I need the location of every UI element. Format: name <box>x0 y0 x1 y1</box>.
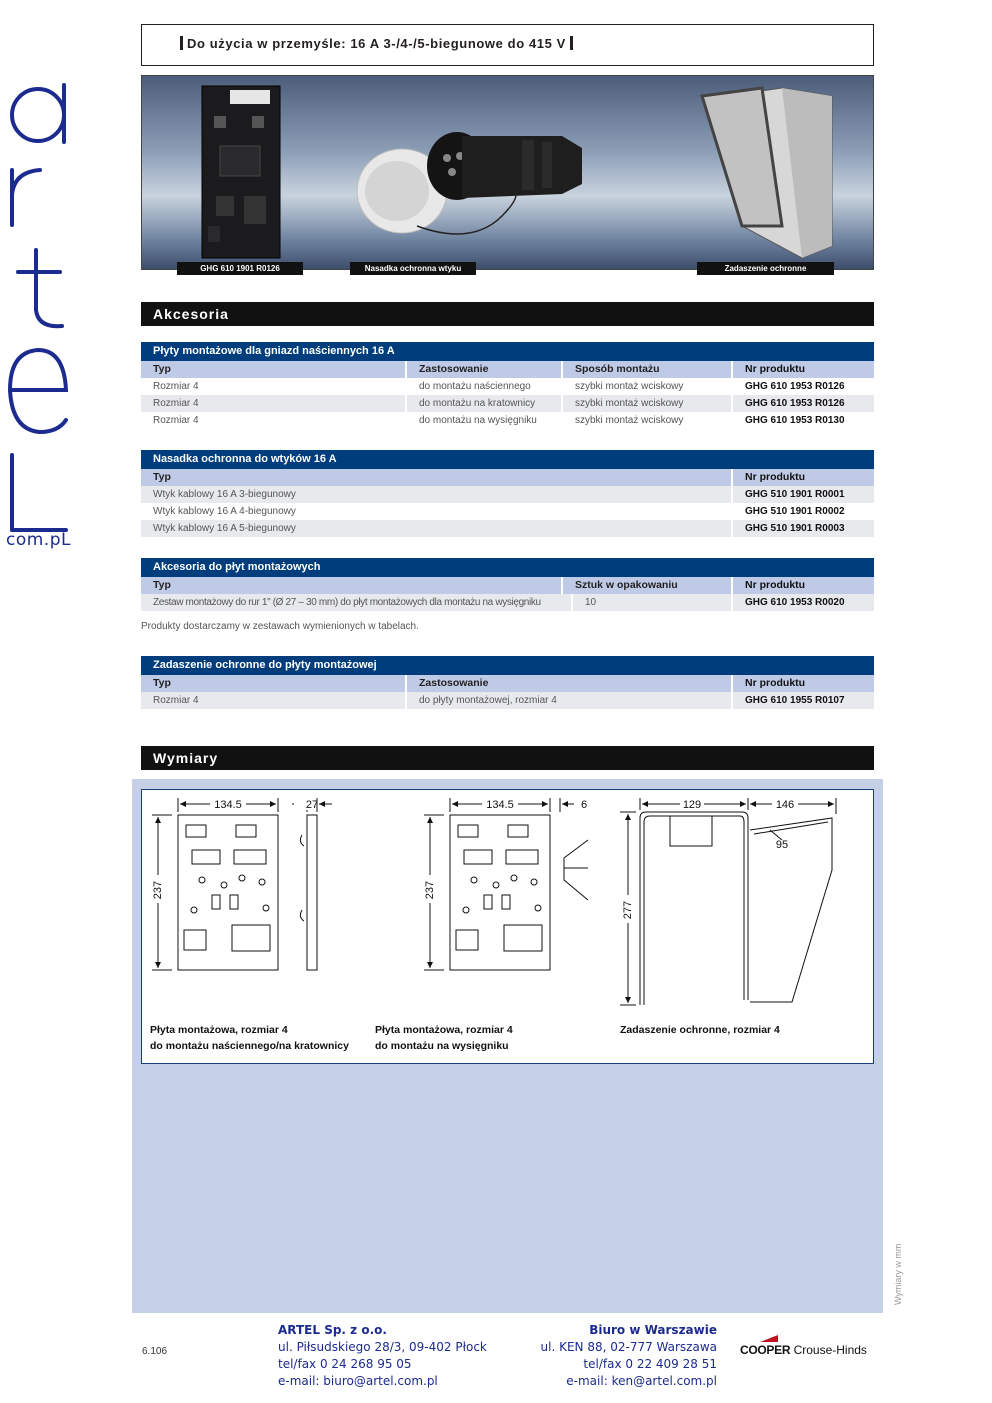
photo-label-roof: Zadaszenie ochronne <box>697 262 834 275</box>
caption-plate-wall <box>150 1022 349 1054</box>
table-title: Nasadka ochronna do wtyków 16 A <box>141 450 874 469</box>
cell: GHG 510 1901 R0002 <box>745 506 845 517</box>
cell: GHG 510 1901 R0001 <box>745 489 845 500</box>
cell: Wtyk kablowy 16 A 3-biegunowy <box>141 486 733 503</box>
table-plate-accessories <box>141 558 874 611</box>
table-row <box>141 503 874 520</box>
table-protective-roof <box>141 656 874 709</box>
cell: Wtyk kablowy 16 A 5-biegunowy <box>141 520 733 537</box>
cell: do montażu na kratownicy <box>407 395 563 412</box>
col-header: Zastosowanie <box>407 361 563 378</box>
cell: GHG 610 1955 R0107 <box>745 695 845 706</box>
caption-line: do montażu na wysięgniku <box>375 1040 509 1052</box>
section-accessories: Akcesoria <box>141 302 874 326</box>
photo-label-plate: GHG 610 1901 R0126 <box>177 262 303 275</box>
cell: szybki montaż wciskowy <box>563 395 733 412</box>
table-row <box>141 692 874 709</box>
footer-office <box>500 1322 717 1390</box>
company-name: ARTEL Sp. z o.o. <box>278 1323 387 1337</box>
cell: do montażu naściennego <box>407 378 563 395</box>
table-header <box>141 577 874 594</box>
page-title: Do użycia w przemyśle: 16 A 3-/4-/5-biegunowe do 415 V <box>187 36 566 51</box>
cell: GHG 610 1953 R0130 <box>745 415 845 426</box>
col-header: Nr produktu <box>745 363 806 375</box>
table-row <box>141 395 874 412</box>
table-title: Zadaszenie ochronne do płyty montażowej <box>141 656 874 675</box>
cooper-logo <box>740 1343 867 1357</box>
col-header: Typ <box>141 469 733 486</box>
office-address: ul. KEN 88, 02-777 Warszawa <box>540 1340 717 1354</box>
cell: Rozmiar 4 <box>141 395 407 412</box>
table-header <box>141 361 874 378</box>
table-row <box>141 520 874 537</box>
table-plug-caps <box>141 450 874 537</box>
protective-roof-image <box>702 88 832 258</box>
cell: Wtyk kablowy 16 A 4-biegunowy <box>141 503 733 520</box>
cell: szybki montaż wciskowy <box>563 412 733 429</box>
company-address: ul. Piłsudskiego 28/3, 09-402 Płock <box>278 1340 487 1354</box>
table-row <box>141 594 874 611</box>
table-row <box>141 486 874 503</box>
company-email[interactable]: e-mail: biuro@artel.com.pl <box>278 1374 438 1388</box>
drawing-protective-roof <box>620 798 836 1005</box>
dim-3-width: 129 <box>682 799 702 811</box>
cell: do montażu na wysięgniku <box>407 412 563 429</box>
cell: Rozmiar 4 <box>141 692 407 709</box>
company-phone: tel/fax 0 24 268 95 05 <box>278 1357 412 1371</box>
dim-1-depth: 27 <box>305 799 319 811</box>
col-header: Nr produktu <box>745 677 806 689</box>
dim-3-small: 95 <box>775 839 789 851</box>
cell: 10 <box>573 594 733 611</box>
table-title: Płyty montażowe dla gniazd naściennych 16 A <box>141 342 874 361</box>
dim-1-width: 134.5 <box>214 799 242 811</box>
plug-image <box>417 132 582 234</box>
col-header: Sztuk w opakowaniu <box>563 577 733 594</box>
cell: Rozmiar 4 <box>141 378 407 395</box>
col-header: Typ <box>141 577 563 594</box>
dim-2-width: 134.5 <box>486 799 514 811</box>
cell: szybki montaż wciskowy <box>563 378 733 395</box>
drawing-plate-boom <box>424 798 588 970</box>
caption-line: Płyta montażowa, rozmiar 4 <box>375 1024 513 1036</box>
cooper-mark-icon <box>758 1333 780 1343</box>
cell: Zestaw montażowy do rur 1" (Ø 27 – 30 mm) do płyt montażowych dla montażu na wysięgniku <box>141 594 573 611</box>
dim-3-depth: 146 <box>775 799 795 811</box>
table-row <box>141 378 874 395</box>
office-name: Biuro w Warszawie <box>589 1323 717 1337</box>
artel-logo <box>0 60 80 560</box>
col-header: Zastosowanie <box>407 675 733 692</box>
table-mounting-plates <box>141 342 874 429</box>
col-header: Nr produktu <box>745 579 806 591</box>
dim-2-depth: 6 <box>580 799 588 811</box>
page-header <box>141 24 874 66</box>
caption-roof <box>620 1022 780 1038</box>
section-dimensions: Wymiary <box>141 746 874 770</box>
page-number: 6.106 <box>142 1346 168 1357</box>
note-text: Produkty dostarczamy w zestawach wymienionych w tabelach. <box>141 621 419 632</box>
drawing-plate-wall <box>152 798 332 970</box>
caption-line: do montażu naściennego/na kratownicy <box>150 1040 349 1052</box>
cell: GHG 610 1953 R0126 <box>745 381 845 392</box>
office-phone: tel/fax 0 22 409 28 51 <box>583 1357 717 1371</box>
mounting-plate-image <box>202 86 280 258</box>
col-header: Nr produktu <box>745 471 806 483</box>
cell: GHG 610 1953 R0020 <box>745 597 845 608</box>
table-title: Akcesoria do płyt montażowych <box>141 558 874 577</box>
caption-line: Zadaszenie ochronne, rozmiar 4 <box>620 1024 780 1036</box>
office-email[interactable]: e-mail: ken@artel.com.pl <box>566 1374 717 1388</box>
dim-2-height: 237 <box>424 880 436 900</box>
brand-bold: COOPER <box>740 1343 791 1357</box>
col-header: Typ <box>141 675 407 692</box>
cell: GHG 510 1901 R0003 <box>745 523 845 534</box>
footer-company <box>278 1322 487 1390</box>
col-header: Sposób montażu <box>563 361 733 378</box>
table-header <box>141 469 874 486</box>
product-photo-band <box>141 75 874 270</box>
caption-line: Płyta montażowa, rozmiar 4 <box>150 1024 288 1036</box>
cell: Rozmiar 4 <box>141 412 407 429</box>
photo-label-cap: Nasadka ochronna wtyku <box>350 262 476 275</box>
caption-plate-boom <box>375 1022 513 1054</box>
dim-1-height: 237 <box>152 880 164 900</box>
dim-3-height: 277 <box>622 900 634 920</box>
logo-domain: com.pL <box>6 530 71 550</box>
brand-rest: Crouse-Hinds <box>793 1343 867 1357</box>
cell: do płyty montażowej, rozmiar 4 <box>407 692 733 709</box>
cell: GHG 610 1953 R0126 <box>745 398 845 409</box>
side-note: Wymiary w mm <box>893 1243 903 1305</box>
table-row <box>141 412 874 429</box>
table-header <box>141 675 874 692</box>
col-header: Typ <box>141 361 407 378</box>
